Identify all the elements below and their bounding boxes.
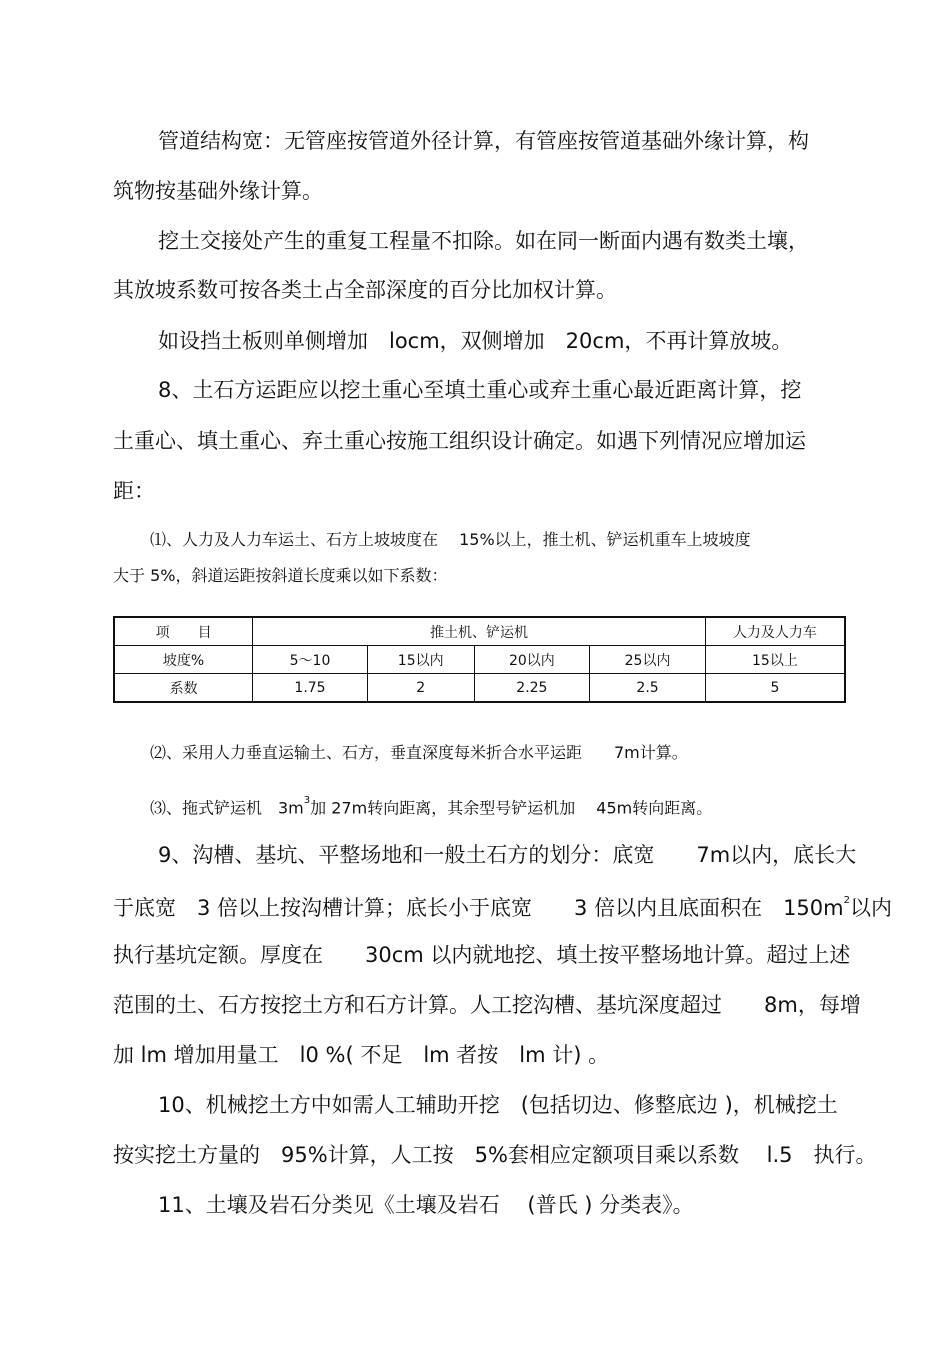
sub1-line2: 大于 5%，斜道运距按斜道长度乘以如下系数： (113, 566, 448, 585)
item9-line5: 加 lm 增加用量工 l0 %( 不足 lm 者按 lm 计) 。 (113, 1043, 610, 1067)
sub1-line1: ⑴、人力及人力车运土、石方上坡坡度在 15%以上，推土机、铲运机重车上坡坡度 (150, 530, 751, 549)
table-row (114, 617, 845, 646)
item8-line1: 8、土石方运距应以挖土重心至填土重心或弃土重心最近距离计算，挖 (158, 378, 802, 402)
table-cell: 1.75 (253, 674, 368, 703)
sub3-text-b: 加 27m转向距离，其余型号铲运机加 45m转向距离。 (310, 798, 713, 818)
table-cell: 25以内 (590, 646, 706, 674)
table-cell-group-manual: 人力及人力车 (705, 617, 845, 646)
table-cell: 20以内 (474, 646, 590, 674)
item9-line1: 9、沟槽、基坑、平整场地和一般土石方的划分：底宽 7m以内，底长大 (158, 843, 857, 867)
table-row (114, 646, 845, 674)
table-cell-label: 系数 (114, 674, 253, 703)
table-cell-group-machine: 推土机、铲运机 (253, 617, 706, 646)
table-cell-item-header: 项 目 (114, 617, 253, 646)
para1-line2: 筑物按基础外缘计算。 (113, 179, 323, 203)
item9-line4: 范围的土、石方按挖土方和石方计算。人工挖沟槽、基坑深度超过 8m，每增 (113, 993, 861, 1017)
item10-line2: 按实挖土方量的 95%计算，人工按 5%套相应定额项目乘以系数 l.5 执行。 (113, 1143, 877, 1167)
item10-line1: 10、机械挖土方中如需人工辅助开挖 (包括切边、修整底边 )，机械挖土 (158, 1093, 838, 1117)
item9-line3: 执行基坑定额。厚度在 30cm 以内就地挖、填土按平整场地计算。超过上述 (113, 943, 851, 967)
table-cell-label: 坡度% (114, 646, 253, 674)
para2-line2: 其放坡系数可按各类土占全部深度的百分比加权计算。 (113, 278, 617, 302)
table-cell: 2 (367, 674, 474, 703)
item8-line3: 距： (113, 479, 155, 503)
table-cell: 5～10 (253, 646, 368, 674)
table-row (114, 674, 845, 703)
sub3-superscript: 3 (303, 795, 311, 806)
table-cell: 2.25 (474, 674, 590, 703)
para2-line1: 挖土交接处产生的重复工程量不扣除。如在同一断面内遇有数类土壤， (158, 229, 809, 253)
para1-line1: 管道结构宽：无管座按管道外径计算，有管座按管道基础外缘计算，构 (158, 129, 809, 153)
table-cell: 15以内 (367, 646, 474, 674)
item9-line2-text-b: 以内 (849, 896, 892, 920)
sub3-line (150, 795, 712, 818)
para3-line1: 如设挡土板则单侧增加 locm，双侧增加 20cm，不再计算放坡。 (158, 329, 793, 353)
item8-line2: 土重心、填土重心、弃土重心按施工组织设计确定。如遇下列情况应增加运 (113, 429, 806, 453)
item11-line1: 11、土壤及岩石分类见《土壤及岩石 (普氏 ) 分类表》。 (158, 1193, 694, 1217)
sub2-line: ⑵、采用人力垂直运输土、石方，垂直深度每米折合水平运距 7m计算。 (150, 743, 688, 762)
item9-superscript: 2 (843, 895, 850, 906)
coefficient-table (113, 616, 846, 703)
sub3-text-a: ⑶、拖式铲运机 3m (150, 798, 304, 818)
item9-line2-text-a: 于底宽 3 倍以上按沟槽计算；底长小于底宽 3 倍以内且底面积在 150m (113, 896, 844, 920)
table-cell: 15以上 (705, 646, 845, 674)
item9-line2 (113, 893, 892, 920)
table-cell: 2.5 (590, 674, 706, 703)
table-cell: 5 (705, 674, 845, 703)
